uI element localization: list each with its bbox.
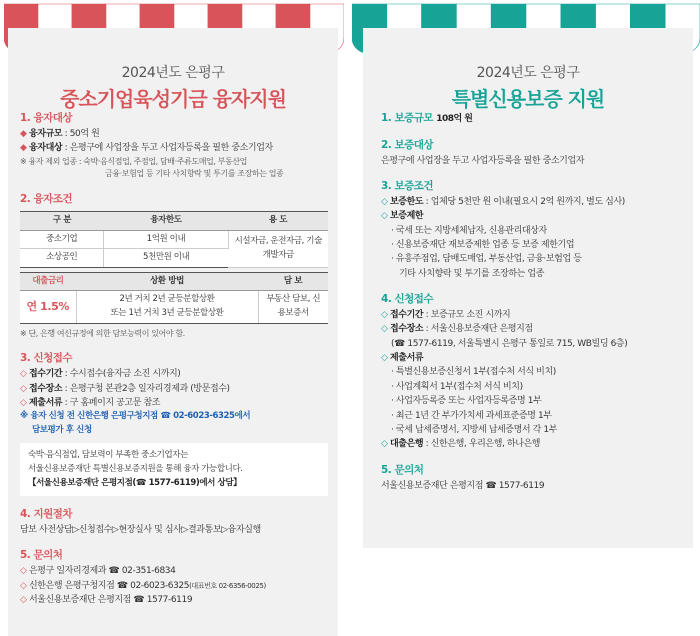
table-row	[20, 230, 328, 249]
loan-scale-label: 융자규모	[28, 128, 63, 139]
bank-label: 대출은행	[389, 439, 424, 450]
left-section-4-title: 4. 지원절차	[20, 508, 73, 521]
bank-notice-2: 담보평가 후 신청	[32, 424, 92, 435]
right-section-4-title: 4. 신청접수	[381, 293, 434, 306]
loan-terms-table	[20, 272, 328, 324]
collateral-note: ※ 단, 은행 여신규정에 의한 담보능력이 있어야 함.	[20, 328, 185, 338]
table-header: 담 보	[258, 272, 328, 291]
left-section-3-title: 3. 신청접수	[20, 352, 73, 365]
left-header	[8, 62, 338, 112]
place-value: : 서울신용보증재단 은평지점	[423, 324, 533, 335]
box-line: 서울신용보증재단 특별신용보증지원을 통해 융자 가능합니다.	[28, 464, 243, 475]
table-row	[20, 291, 328, 323]
docs-label: 제출서류	[389, 353, 424, 364]
table-cell: 1억원 이내	[104, 230, 228, 249]
place-detail: (☎ 1577-6119, 서울특별시 은평구 통일로 715, WB빌딩 6층)	[391, 338, 628, 349]
right-contact: 서울신용보증재단 은평지점 ☎ 1577-6119	[381, 480, 545, 491]
docs-value: : 구 홈페이지 공고문 참조	[62, 397, 161, 408]
right-section-1-title: 1. 보증규모	[381, 112, 434, 124]
right-title: 특별신용보증 지원	[451, 87, 605, 111]
left-title: 중소기업육성기금 융자지원	[60, 87, 286, 111]
right-year: 2024년도 은평구	[476, 65, 580, 81]
period-label: 접수기간	[389, 309, 424, 320]
right-header	[363, 62, 693, 112]
loan-scale-value: : 50억 원	[62, 128, 100, 139]
interest-rate: 연 1.5%	[20, 291, 76, 323]
contact-3: 서울신용보증재단 은평지점 ☎ 1577-6119	[28, 595, 193, 606]
loan-target-value: : 은평구에 사업장을 두고 사업자등록을 필한 중소기업자	[62, 143, 273, 154]
guarantee-target: 은평구에 사업장을 두고 사업자등록을 필한 중소기업자	[381, 155, 585, 166]
table-cell	[76, 291, 258, 323]
place-label: 접수장소	[389, 324, 424, 335]
right-section-3-title: 3. 보증조건	[381, 179, 434, 192]
doc-item: · 사업자등록증 또는 사업자등록증명 1부	[391, 396, 542, 407]
table-header: 상환 방법	[76, 272, 258, 291]
table-cell: 시설자금, 운전자금, 기술개발자금	[228, 230, 328, 267]
table-header: 대출금리	[20, 272, 76, 291]
place-value: : 은평구청 본관2층 일자리경제과 (방문접수)	[62, 383, 230, 394]
table-cell: 중소기업	[20, 230, 104, 249]
box-line: 숙박·음식점업, 담보력이 부족한 중소기업자는	[28, 450, 188, 461]
loan-support-panel	[8, 28, 338, 636]
loan-limit-table	[20, 211, 328, 268]
repay-method-1: 2년 거치 2년 균등분할상환	[119, 294, 215, 305]
period-label: 접수기간	[28, 369, 63, 380]
place-label: 접수장소	[28, 383, 63, 394]
right-content: 1. 보증규모 108억 원 2. 보증대상 은평구에 사업장을 두고 사업자등록을 필한 중소기업자 3. 보증조건 ◇ 보증한도 : 업체당 5천만 원 이내(필요시 2억 원까지, 별도 심사) ◇ 보증제한 · 국세 또는 지방세체납자, 신용관리대상자 · 신용보증재단 재보증제한 업종 등 보증 제한기업 · 유흥주점업, 담배도매업, 부동산업, 금융·보험업 등 기타 사치향락 및 투기를 조장하는 업종 4. 신청접수 ◇ 접수기간 : 보증규모 소진 시까지 ◇ 접수장소 : 서울신용보증재단 은평지점 (☎ 1577-6119, 서울특별시 은평구 통일로 715, WB빌딩 6층) ◇ 제출서류 · 특별신용보증신청서 1부(접수처 서식 비치) · 사업계획서 1부(접수처 서식 비치) · 사업자등록증 또는 사업자등록증명 1부 · 최근 1년 간 부가가치세 과세표준증명 1부 · 국세 납세증명서, 지방세 납세증명서 각 1부 ◇ 대출은행 : 신한은행, 우리은행, 하나은행 5. 문의처 서울신용보증재단 은평지점 ☎ 1577-6119	[381, 110, 683, 493]
doc-item: · 국세 납세증명서, 지방세 납세증명서 각 1부	[391, 425, 558, 436]
loan-target-label: 융자대상	[28, 143, 63, 154]
restrict-label: 보증제한	[389, 211, 424, 222]
table-header: 융자한도	[104, 211, 228, 230]
contact-2-rep: (대표번호 02-6356-0025)	[189, 581, 266, 590]
table-cell: 부동산 담보, 신용보증서	[258, 291, 328, 323]
restrict-item: 기타 사치향락 및 투기를 조장하는 업종	[399, 268, 545, 279]
special-guarantee-panel	[363, 28, 693, 548]
doc-item: · 특별신용보증신청서 1부(접수처 서식 비치)	[391, 367, 556, 378]
contact-1: 은평구 일자리경제과 ☎ 02-351-6834	[28, 566, 176, 577]
limit-label: 보증한도	[389, 196, 424, 207]
special-guarantee-box	[20, 443, 328, 496]
limit-value: : 업체당 5천만 원 이내(필요시 2억 원까지, 별도 심사)	[423, 196, 625, 207]
doc-item: · 최근 1년 간 부가가치세 과세표준증명 1부	[391, 410, 552, 421]
table-header: 구 분	[20, 211, 104, 230]
left-year: 2024년도 은평구	[121, 65, 225, 81]
restrict-item: · 유흥주점업, 담배도매업, 부동산업, 금융·보험업 등	[391, 254, 582, 265]
right-section-5-title: 5. 문의처	[381, 463, 424, 476]
restrict-item: · 신용보증재단 재보증제한 업종 등 보증 제한기업	[391, 239, 575, 250]
period-value: : 수시접수(융자금 소진 시까지)	[62, 369, 181, 380]
repay-method-2: 또는 1년 거치 3년 균등분할상환	[110, 307, 224, 318]
right-section-2-title: 2. 보증대상	[381, 138, 434, 151]
bank-notice-1: ※ 융자 신청 전 신한은행 은평구청지점 ☎ 02-6023-6325에서	[20, 411, 251, 422]
left-section-5-title: 5. 문의처	[20, 549, 63, 562]
table-cell: 소상공인	[20, 249, 104, 268]
left-section-1-title: 1. 융자대상	[20, 112, 73, 124]
docs-label: 제출서류	[28, 397, 63, 408]
bank-value: : 신한은행, 우리은행, 하나은행	[423, 439, 541, 450]
contact-2: 신한은행 은평구청지점 ☎ 02-6023-6325	[28, 580, 190, 591]
guarantee-scale-value: 108억 원	[436, 114, 473, 124]
table-cell: 5천만원 이내	[104, 249, 228, 268]
period-value: : 보증규모 소진 시까지	[423, 309, 511, 320]
doc-item: · 사업계획서 1부(접수처 서식 비치)	[391, 381, 523, 392]
box-line: 【서울신용보증재단 은평지점(☎ 1577-6119)에서 상담】	[28, 477, 242, 488]
table-header: 용 도	[228, 211, 328, 230]
restrict-item: · 국세 또는 지방세체납자, 신용관리대상자	[391, 225, 547, 236]
left-section-2-title: 2. 융자조건	[20, 193, 73, 206]
left-content: 1. 융자대상 ◆ 융자규모 : 50억 원 ◆ 융자대상 : 은평구에 사업장을 두고 사업자등록을 필한 중소기업자 ※ 융자 제외 업종 : 숙박·음식점업, 주점업, 담배·주류도매업, 부동산업 금융·보험업 등 기타 사치향락 및 투기를 조장하는 업종 2. 융자조건 구 분 융자한도 용 도 중소기업 1억원 이내 시설자금, 운전자금, 기술개발자금 소상공인 5천만원 이내 대출금리 상환 방법 담 보 연 1.5% 2년 거치 2년 균등분할상환 또는 1년 거치 3년 균등분할상환 부동산 담보, 신용보증서 ※ 단, 은행 여신규정에 의한 담보능력이 있어야 함. 3. 신청접수 ◇ 접수기간 : 수시접수(융자금 소진 시까지) ◇ 접수장소 : 은평구청 본관2층 일자리경제과 (방문접수) ◇ 제출서류 : 구 홈페이지 공고문 참조 ※ 융자 신청 전 신한은행 은평구청지점 ☎ 02-6023-6325에서 담보평가 후 신청 숙박·음식점업, 담보력이 부족한 중소기업자는 서울신용보증재단 특별신용보증지원을 통해 융자 가능합니다. 【서울신용보증재단 은평지점(☎ 1577-6119)에서 상담】 4. 지원절차 담보 사전상담▷신청접수▷현장실사 및 심사▷결과통보▷융자실행 5. 문의처 ◇ 은평구 일자리경제과 ☎ 02-351-6834 ◇ 신한은행 은평구청지점 ☎ 02-6023-6325(대표번호 02-6356-0025) ◇ 서울신용보증재단 은평지점 ☎ 1577-6119	[20, 110, 328, 607]
excluded-note-2: 금융·보험업 등 기타 사치향락 및 투기를 조장하는 업종	[105, 169, 284, 179]
excluded-note-1: ※ 융자 제외 업종 : 숙박·음식점업, 주점업, 담배·주류도매업, 부동산업	[20, 156, 247, 166]
procedure-text: 담보 사전상담▷신청접수▷현장실사 및 심사▷결과통보▷융자실행	[20, 525, 261, 536]
